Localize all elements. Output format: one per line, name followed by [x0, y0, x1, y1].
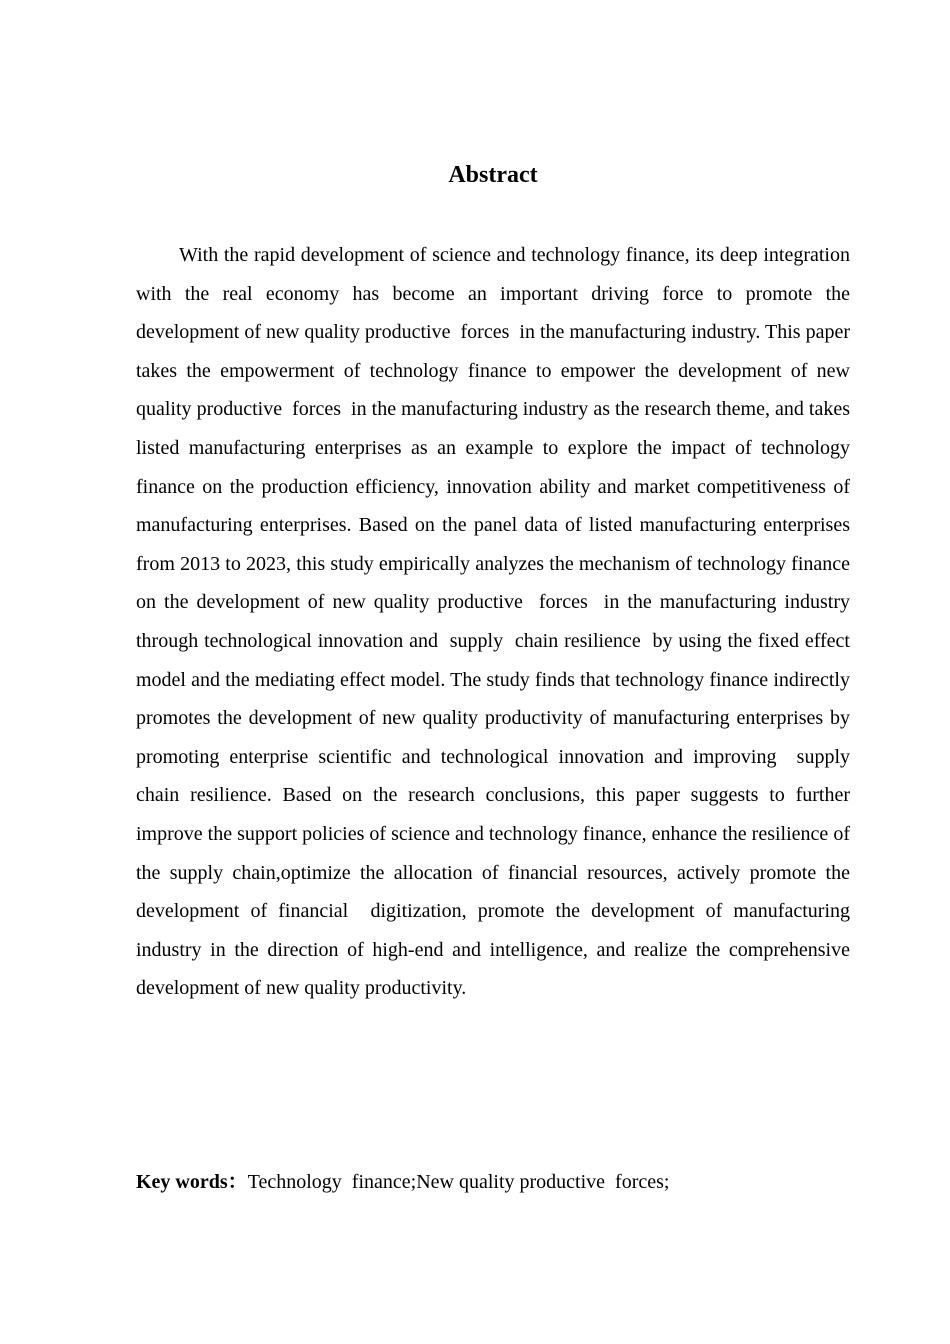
keywords-label: Key words：	[136, 1171, 248, 1193]
abstract-title: Abstract	[448, 162, 538, 188]
abstract-body: With the rapid development of science and technology finance, its deep integration with the real economy has become an important driving force to promote the development of new quality productive forces in the manufacturing industry. This paper takes the empowerment of technology finance to empower the development of new quality productive forces in the manufacturing industry as the research theme, and takes listed manufacturing enterprises as an example to explore the impact of technology finance on the production efficiency, innovation ability and market competitiveness of manufacturing enterprises. Based on the panel data of listed manufacturing enterprises from 2013 to 2023, this study empirically analyzes the mechanism of technology finance on the development of new quality productive forces in the manufacturing industry through technological innovation and supply chain resilience by using the fixed effect model and the mediating effect model. The study finds that technology finance indirectly promotes the development of new quality productivity of manufacturing enterprises by promoting enterprise scientific and technological innovation and improving supply chain resilience. Based on the research conclusions, this paper suggests to further improve the support policies of science and technology finance, enhance the resilience of the supply chain,optimize the allocation of financial resources, actively promote the development of financial digitization, promote the development of manufacturing industry in the direction of high-end and intelligence, and realize the comprehensive development of new quality productivity.	[136, 244, 860, 1000]
keywords-value: Technology finance;New quality productive forces;	[247, 1171, 670, 1193]
keywords-line	[136, 1163, 850, 1201]
